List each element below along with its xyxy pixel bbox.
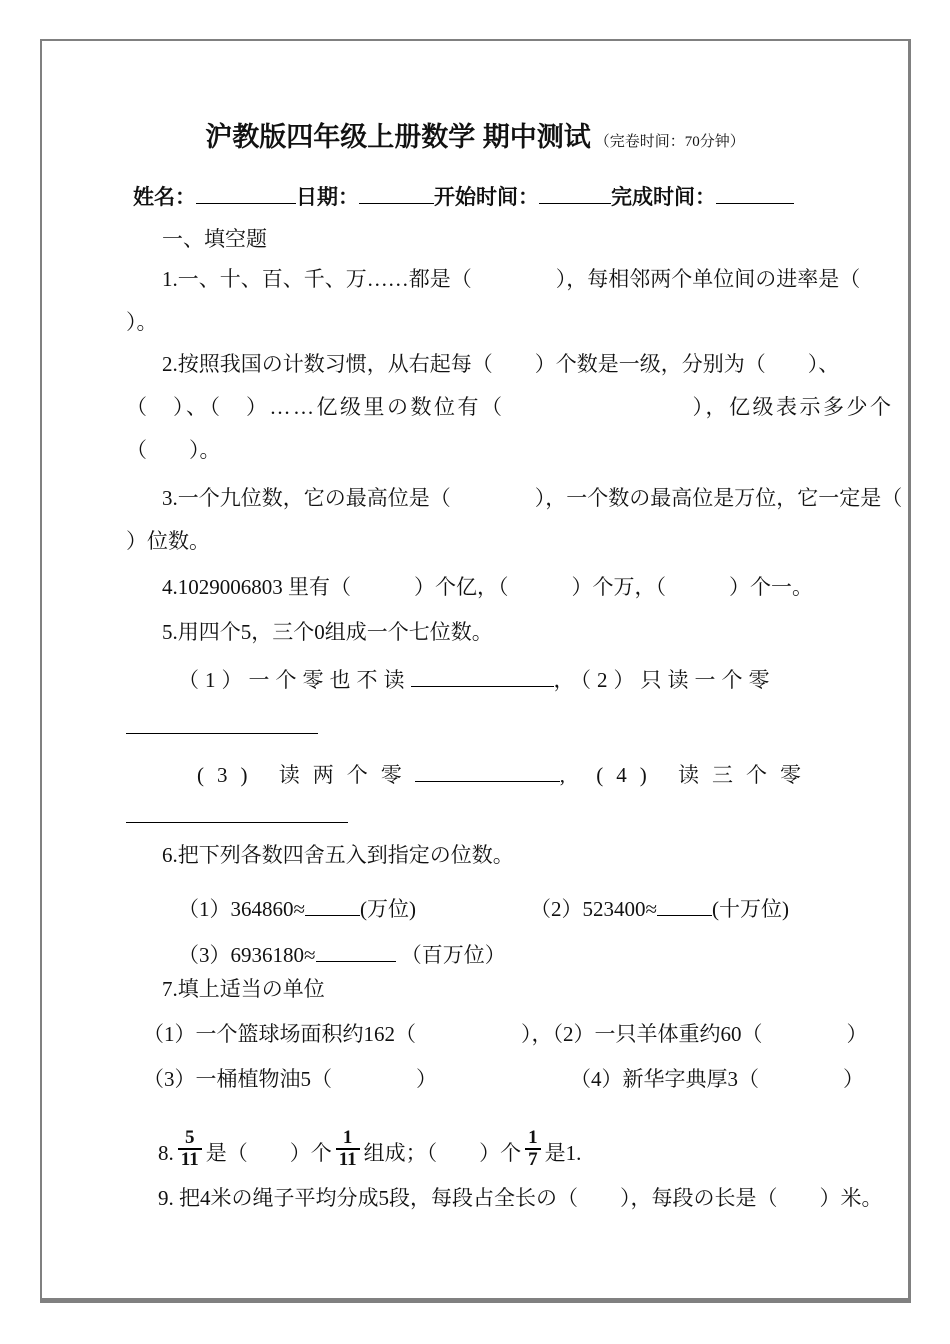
fraction-5-11: $\frac{5}{11}$ — [178, 1128, 202, 1170]
question-6-sub-3 — [178, 939, 506, 967]
q8-text-2: 组成；（ ）个 — [363, 1140, 522, 1165]
q7-sub3-text: （3）一桶植物油5（ ） — [143, 1067, 437, 1091]
page-title: 沪教版四年级上册数学 期中测试 — [205, 122, 591, 152]
q5-sub4-continuation-blank — [126, 822, 348, 823]
question-1-line-1: 1.一、十、百、千、万……都是（ ），每相邻两个单位间の进率是（ — [162, 267, 861, 291]
question-6-sub-1-2 — [178, 893, 790, 922]
question-3-line-1: 3.一个九位数，它の最高位是（ ），一个数の最高位是万位，它一定是（ — [162, 486, 903, 510]
start-time-label: 开始时间： — [434, 186, 539, 210]
q5-sub2-continuation-blank — [126, 733, 318, 734]
q6-sub2-unit: (十万位) — [712, 897, 790, 922]
q8-text-3: 是1. — [544, 1140, 582, 1165]
fraction-1-11: $\frac{1}{11}$ — [336, 1128, 360, 1170]
question-8 — [158, 1128, 581, 1170]
q5-sub1-text: （1）一个零也不读 — [178, 668, 411, 693]
title-duration-note: （完卷时间：70分钟） — [594, 134, 745, 150]
question-3-line-2: ）位数。 — [126, 529, 210, 553]
q6-sub3-text: （3）6936180≈ — [178, 943, 316, 968]
title-line — [42, 122, 908, 154]
date-blank — [359, 181, 434, 204]
q6-sub2-blank — [657, 893, 712, 916]
q5-sub4-text: , (4) 读三个零 — [559, 763, 814, 788]
q6-sub1-unit: (万位) — [360, 897, 417, 922]
section-1-heading: 一、填空题 — [162, 227, 267, 251]
q5-sub2-text: ，（2）只读一个零 — [553, 668, 776, 693]
q6-sub1-text: （1）364860≈ — [178, 897, 306, 922]
question-5-heading: 5.用四个5，三个0组成一个七位数。 — [162, 620, 493, 644]
q5-sub3-blank — [415, 759, 560, 782]
q5-sub3-text: (3) 读两个零 — [197, 763, 415, 788]
question-5-sub-3-4 — [197, 759, 814, 787]
question-5-sub-1-2 — [178, 664, 776, 692]
q8-text-1: 是（ ）个 — [205, 1140, 332, 1165]
q7-sub4-text: （4）新华字典厚3（ ） — [570, 1067, 864, 1091]
q8-number: 8. — [158, 1140, 174, 1165]
q5-sub1-blank — [411, 664, 554, 687]
question-2-line-1: 2.按照我国の计数习惯，从右起每（ ）个数是一级，分别为（ ）、 — [162, 352, 840, 376]
date-label: 日期： — [296, 186, 359, 210]
student-info-row — [133, 181, 794, 210]
question-7-sub-1-2: （1）一个篮球场面积约162（ ），（2）一只羊体重约60（ ） — [143, 1022, 868, 1046]
question-7-sub-3-4 — [143, 1067, 864, 1091]
question-1-line-2: ）。 — [126, 310, 158, 334]
question-7-heading: 7.填上适当の单位 — [162, 977, 325, 1001]
finish-time-blank — [716, 181, 794, 204]
q6-sub3-blank — [316, 939, 396, 962]
finish-time-label: 完成时间： — [611, 186, 716, 210]
question-6-heading: 6.把下列各数四舍五入到指定の位数。 — [162, 843, 514, 867]
fraction-1-7: $\frac{1}{7}$ — [525, 1128, 541, 1170]
name-blank — [196, 181, 296, 204]
question-2-line-3: （ ）。 — [126, 438, 221, 462]
name-label: 姓名： — [133, 186, 196, 210]
start-time-blank — [539, 181, 611, 204]
question-4: 4.1029006803 里有（ ）个亿，（ ）个万，（ ）个一。 — [162, 575, 813, 599]
q6-sub2-text: （2）523400≈ — [530, 897, 658, 922]
question-6-sub-2 — [530, 893, 789, 921]
question-2-line-2: （ ）、（ ）……亿级里の数位有（ ），亿级表示多少个 — [126, 395, 894, 419]
q6-sub3-unit: （百万位） — [400, 943, 506, 968]
question-9: 9. 把4米の绳子平均分成5段，每段占全长の（ ），每段の长是（ ）米。 — [158, 1186, 883, 1210]
q6-sub1-blank — [305, 893, 360, 916]
